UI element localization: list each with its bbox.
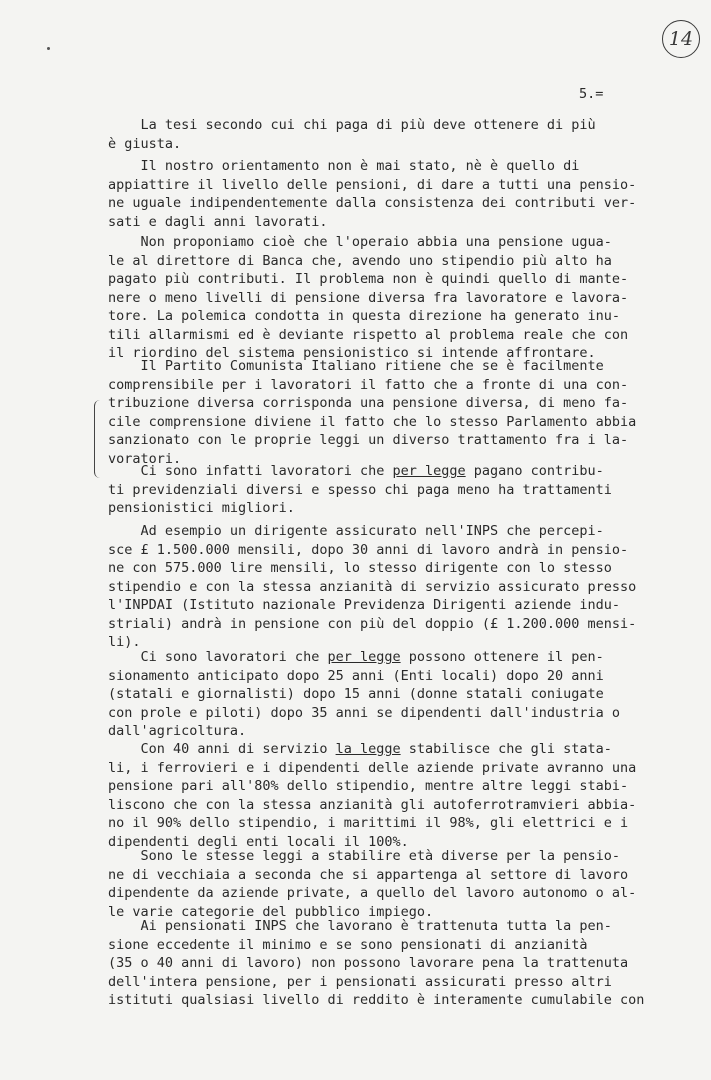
paragraph: Il Partito Comunista Italiano ritiene che se è facilmente comprensibile per i lavoratori il fatto che a fronte di una con- tribuzione diversa corrisponda una pensione diversa, di meno fa- cile comprensione diviene il fatto che lo stesso Parlamento abbia sanzionato con le proprie leggi un diverso trattamento fra i la- voratori.: [108, 358, 637, 467]
underlined-phrase: per legge: [327, 649, 401, 665]
page-stamp: 14: [662, 20, 700, 58]
page-number: 5.=: [579, 86, 604, 102]
paragraph: Ai pensionati INPS che lavorano è trattenuta tutta la pen- sione eccedente il minimo e se sono pensionati di anzianità (35 o 40 anni di lavoro) non possono lavorare pena la trattenuta dell'intera pensione, per i pensionati assicurati presso altri istituti qualsiasi livello di reddito è interamente cumulabile con: [108, 918, 645, 1008]
paragraph: Il nostro orientamento non è mai stato, nè è quello di appiattire il livello delle pensioni, di dare a tutti una pensio- ne uguale indipendentemente dalla consistenza dei contributi ver- sati e dagli anni lavorati.: [108, 158, 637, 230]
paragraph: La tesi secondo cui chi paga di più deve ottenere di più è giusta.: [108, 117, 596, 152]
ink-speck: [47, 47, 50, 50]
underlined-phrase: la legge: [335, 741, 401, 757]
margin-bracket-mark: [94, 400, 101, 478]
paragraph: Ci sono lavoratori che per legge possono ottenere il pen- sionamento anticipato dopo 25 anni (Enti locali) dopo 20 anni (statali e giornalisti) dopo 15 anni (donne statali coniugate con prole e piloti) dopo 35 anni se dipendenti dall'industria o dall'agricoltura.: [108, 649, 621, 739]
paragraph: Ad esempio un dirigente assicurato nell'INPS che percepi- sce £ 1.500.000 mensili, dopo 30 anni di lavoro andrà in pensio- ne con 575.000 lire mensili, lo stesso dirigente con lo stesso stipendio e con la stessa anzianità di servizio assicurato presso l'INPDAI (Istituto nazionale Previdenza Dirigenti aziende indu- striali) andrà in pensione con più del doppio (£ 1.200.000 mensi- li).: [108, 523, 637, 650]
paragraph: Con 40 anni di servizio la legge stabilisce che gli stata- li, i ferrovieri e i dipendenti delle aziende private avranno una pensione pari all'80% dello stipendio, mentre altre leggi stabi- liscono che con la stessa anzianità gli autoferrotramvieri abbia- no il 90% dello stipendio, i marittimi il 98%, gli elettrici e i dipendenti degli enti locali il 100%.: [108, 741, 637, 850]
paragraph: Non proponiamo cioè che l'operaio abbia una pensione ugua- le al direttore di Banca che, avendo uno stipendio più alto ha pagato più contributi. Il problema non è quindi quello di mante- nere o meno livelli di pensione diversa fra lavoratore e lavora- tore. La polemica condotta in questa direzione ha generato inu- tili allarmismi ed è deviante rispetto al problema reale che con il riordino del sistema pensionistico si intende affrontare.: [108, 234, 629, 361]
paragraph: Ci sono infatti lavoratori che per legge pagano contribu- ti previdenziali diversi e spesso chi paga meno ha trattamenti pensionistici migliori.: [108, 463, 612, 516]
paragraph: Sono le stesse leggi a stabilire età diverse per la pensio- ne di vecchiaia a seconda che si appartenga al settore di lavoro dipendente da aziende private, a quello del lavoro autonomo o al- le varie categorie del pubblico impiego.: [108, 848, 637, 920]
underlined-phrase: per legge: [392, 463, 466, 479]
